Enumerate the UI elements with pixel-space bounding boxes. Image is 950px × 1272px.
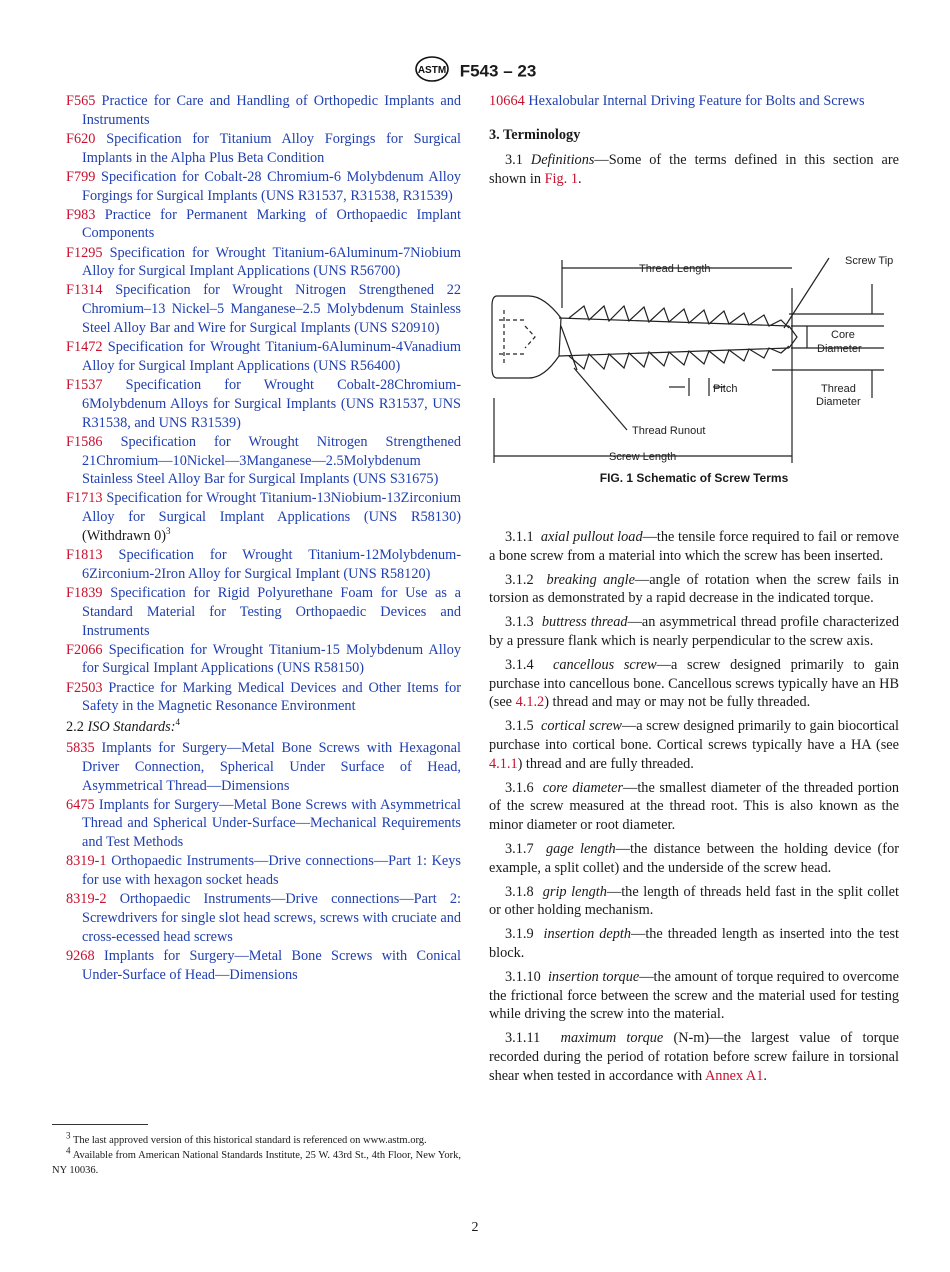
reference-code[interactable]: 10664 <box>489 93 525 109</box>
reference-title[interactable]: Specification for Cobalt-28 Chromium-6 Molybdenum Alloy Forgings for Surgical Implants (UNS R31537, R31538, R31539) <box>82 168 461 204</box>
reference-item[interactable] <box>66 281 461 337</box>
definition-3-1-8 <box>489 883 899 921</box>
definitions-list <box>489 528 899 1091</box>
reference-code[interactable]: F799 <box>66 168 96 185</box>
definition-text: —a screw designed primarily to gain biocortical purchase into cortical bone. Cortical screws typically have a HA (see <box>489 718 899 753</box>
reference-item[interactable] <box>489 92 899 111</box>
definition-text: (N-m)—the largest value of torque recorded during the period of rotation before screw failure in torsional shear when tested in accordance with <box>489 1030 899 1084</box>
reference-item[interactable] <box>66 852 461 890</box>
left-column <box>66 92 461 985</box>
section-link[interactable]: 4.1.2 <box>515 694 545 711</box>
reference-item[interactable] <box>66 796 461 852</box>
reference-code[interactable]: F1537 <box>66 377 103 394</box>
label-screw-tip: Screw Tip <box>845 255 894 267</box>
reference-code[interactable]: F1586 <box>66 433 103 450</box>
reference-item[interactable] <box>66 679 461 717</box>
definition-3-1-2 <box>489 571 899 609</box>
figure-caption: FIG. 1 Schematic of Screw Terms <box>599 471 789 485</box>
definition-text: —a screw designed primarily to gain purchase into cancellous bone. Cancellous screws typically have an HB (see <box>489 656 899 711</box>
reference-item[interactable] <box>66 890 461 946</box>
definition-number: 3.1.11 <box>505 1030 541 1047</box>
definition-term: grip length <box>542 883 607 900</box>
reference-item[interactable] <box>66 947 461 985</box>
reference-title[interactable]: Orthopaedic Instruments—Drive connections—Part 1: Keys for use with hexagon socket heads <box>82 853 461 889</box>
definition-number: 3.1.6 <box>505 779 534 796</box>
definition-number: 3.1.7 <box>505 840 534 857</box>
footnote-divider <box>52 1124 148 1125</box>
label-core-diameter-2: Diameter <box>817 343 862 355</box>
definition-text: —the distance between the holding device (for example, a split collet) and the underside of the screw head. <box>489 840 899 876</box>
definition-number: 3.1.9 <box>505 926 534 943</box>
reference-title[interactable]: Specification for Wrought Titanium-6Aluminum-7Niobium Alloy for Surgical Implant Applications (UNS R56700) <box>82 244 461 280</box>
definition-number: 3.1.3 <box>505 614 534 631</box>
definition-3-1-9 <box>489 925 899 963</box>
definition-3-1-7 <box>489 840 899 878</box>
reference-code[interactable]: 9268 <box>66 947 95 964</box>
reference-code[interactable]: 8319-1 <box>66 853 107 870</box>
definition-text: —the smallest diameter of the threaded portion of the screw measured at the thread root. This is also known as the minor diameter or root diameter. <box>489 779 899 834</box>
reference-title[interactable]: Orthopaedic Instruments—Drive connections—Part 2: Screwdrivers for single slot head screws, screws with cruciate and cross-ecessed head screws <box>82 891 461 945</box>
definition-text: —the tensile force required to fail or remove a bone screw from a material into which the screw has been inserted. <box>489 529 899 564</box>
runout-slant <box>561 326 577 370</box>
definition-text: —the amount of torque required to overcome the frictional force between the screw and the material used for testing while driving the screw into the material. <box>489 968 899 1023</box>
definition-term: maximum torque <box>560 1030 664 1047</box>
label-pitch: Pitch <box>713 383 738 395</box>
footnote-3 <box>52 1130 461 1148</box>
reference-item[interactable] <box>66 433 461 489</box>
thread-runout-leader <box>574 368 627 430</box>
definition-number: 3.1.5 <box>505 718 534 735</box>
footnote-marker: 3 <box>166 526 171 537</box>
reference-item[interactable] <box>66 376 461 432</box>
reference-title[interactable]: Specification for Wrought Cobalt-28Chromium-6Molybdenum Alloys for Surgical Implants (UNS R31537, UNS R31538, and UNS R31539) <box>82 377 461 431</box>
definition-number: 3.1.8 <box>505 883 534 900</box>
referenced-documents-list <box>66 92 461 716</box>
definition-text: —an asymmetrical thread profile characterized by a pressure flank which is nearly perpendicular to the screw axis. <box>489 614 899 649</box>
definition-3-1-6 <box>489 779 899 835</box>
reference-code[interactable]: F2066 <box>66 641 103 658</box>
astm-logo-icon <box>414 56 450 87</box>
right-column <box>489 92 899 193</box>
screw-tip <box>789 326 797 348</box>
reference-code[interactable]: 6475 <box>66 796 95 813</box>
reference-title[interactable]: Specification for Wrought Titanium-13Niobium-13Zirconium Alloy for Surgical Implant Applications (UNS R58130) <box>82 490 462 526</box>
definition-term: cancellous screw <box>553 656 657 673</box>
iso-standards-heading: 2.2 ISO Standards:$^4$ <box>66 717 180 736</box>
label-core-diameter-1: Core <box>831 329 855 341</box>
reference-title[interactable]: Specification for Wrought Titanium-15 Molybdenum Alloy for Surgical Implant Applications (UNS R58150) <box>82 641 461 677</box>
definition-term: cortical screw <box>540 718 622 735</box>
reference-item[interactable] <box>66 244 461 282</box>
definition-3-1-4 <box>489 656 899 712</box>
screw-diagram <box>489 248 899 470</box>
label-thread-length: Thread Length <box>639 263 711 275</box>
annex-link[interactable]: Annex A1 <box>704 1067 764 1084</box>
definition-term: insertion depth <box>543 926 632 943</box>
screw-head <box>492 296 561 378</box>
definition-3-1-3 <box>489 613 899 651</box>
definition-number: 3.1.10 <box>505 968 541 985</box>
reference-item[interactable] <box>66 546 461 584</box>
definition-term: buttress thread <box>541 614 628 631</box>
definition-term: breaking angle <box>546 571 635 588</box>
definition-text: —the length of threads held fast in the split collet or other holding mechanism. <box>489 883 899 919</box>
page-header <box>0 56 950 87</box>
reference-title[interactable]: Specification for Wrought Titanium-12Molybdenum-6Zirconium-2Iron Alloy for Surgical Implant (UNS R58120) <box>82 547 461 582</box>
definition-3-1-10 <box>489 968 899 1024</box>
reference-title[interactable]: Specification for Wrought Titanium-6Aluminum-4Vanadium Alloy for Surgical Implant Applications (UNS R56400) <box>82 339 461 374</box>
definition-text-end: ) thread and are fully threaded. <box>517 755 694 772</box>
definition-text-end: . <box>763 1067 767 1084</box>
definition-3-1-11 <box>489 1029 899 1085</box>
reference-item[interactable] <box>66 168 461 206</box>
definition-number: 3.1.4 <box>505 656 534 673</box>
label-thread-diameter-2: Diameter <box>816 396 861 408</box>
reference-item[interactable] <box>66 641 461 679</box>
reference-code[interactable]: F1839 <box>66 584 103 601</box>
reference-title[interactable]: Implants for Surgery—Metal Bone Screws with Conical Under-Surface of Head—Dimensions <box>82 947 462 983</box>
definition-3-1-1 <box>489 528 899 566</box>
paragraph-3-1: 3.1 Definitions—Some of the terms defined in this section are shown in Fig. 1. <box>489 151 899 187</box>
footnote-4 <box>52 1145 461 1178</box>
label-thread-runout: Thread Runout <box>632 425 706 437</box>
withdrawn-note: (Withdrawn 0) <box>82 528 166 544</box>
reference-code[interactable]: F620 <box>66 130 96 147</box>
definition-term: core diameter <box>542 779 624 796</box>
definition-text: —the threaded length as inserted into the test block. <box>489 926 899 961</box>
reference-title[interactable]: Implants for Surgery—Metal Bone Screws with Hexagonal Driver Connection, Spherical Under Surface of Head, Asymmetrical Thread—Dimensions <box>82 739 461 794</box>
footnote-marker: 4 <box>66 1145 71 1156</box>
reference-code[interactable]: F983 <box>66 206 96 223</box>
reference-code[interactable]: F1314 <box>66 282 103 299</box>
definition-number: 3.1.1 <box>505 529 534 545</box>
reference-title[interactable]: Specification for Rigid Polyurethane Foam for Use as a Standard Material for Testing Orthopaedic Devices and Instruments <box>82 584 461 639</box>
reference-item[interactable] <box>66 130 461 168</box>
reference-code[interactable]: 8319-2 <box>66 891 107 908</box>
footnote-text: Available from American National Standards Institute, 25 W. 43rd St., 4th Floor, New York, NY 10036. <box>52 1150 461 1176</box>
figure-link[interactable]: Fig. 1 <box>544 170 578 187</box>
definition-term: axial pullout load <box>540 529 643 545</box>
page-number: 2 <box>471 1220 479 1235</box>
reference-code[interactable]: F1713 <box>66 490 103 507</box>
label-thread-diameter-1: Thread <box>821 383 856 395</box>
footnotes <box>52 1130 461 1178</box>
reference-item[interactable] <box>66 338 461 376</box>
reference-code[interactable]: F565 <box>66 93 96 109</box>
reference-code[interactable]: F1472 <box>66 339 103 356</box>
reference-title[interactable]: Practice for Care and Handling of Orthopedic Implants and Instruments <box>82 93 462 128</box>
definition-term: gage length <box>545 840 616 857</box>
reference-title[interactable]: Hexalobular Internal Driving Feature for Bolts and Screws <box>528 93 865 109</box>
definition-term: insertion torque <box>547 968 640 985</box>
section-heading-terminology: 3. Terminology <box>489 126 581 143</box>
reference-title[interactable]: Practice for Permanent Marking of Orthopaedic Implant Components <box>82 206 461 242</box>
screw-schematic-figure <box>489 248 899 470</box>
reference-title[interactable]: Specification for Titanium Alloy Forgings for Surgical Implants in the Alpha Plus Beta Condition <box>82 130 461 166</box>
definition-text: —angle of rotation when the screw fails in torsion as demonstrated by a rapid decrease in the indicated torque. <box>489 571 899 607</box>
standard-designation: F543 – 23 <box>459 61 537 81</box>
footnote-text: The last approved version of this historical standard is referenced on www.astm.org. <box>72 1135 427 1146</box>
reference-title[interactable]: Practice for Marking Medical Devices and Other Items for Safety in the Magnetic Resonance Environment <box>82 679 461 715</box>
definition-number: 3.1.2 <box>505 571 534 588</box>
definition-text-end: ) thread and may or may not be fully threaded. <box>544 694 811 711</box>
iso-standards-list <box>66 739 461 985</box>
reference-item[interactable] <box>66 92 461 130</box>
reference-item[interactable] <box>66 206 461 244</box>
footnote-marker: 3 <box>66 1130 71 1141</box>
reference-item[interactable] <box>66 584 461 640</box>
reference-code[interactable]: 5835 <box>66 739 95 756</box>
reference-title[interactable]: Specification for Wrought Nitrogen Strengthened 21Chromium—10Nickel—3Manganese—2.5Molybdenum Stainless Steel Alloy Bar for Surgical Implants (UNS S31675) <box>82 433 461 488</box>
definition-3-1-5 <box>489 717 899 773</box>
reference-code[interactable]: F1295 <box>66 244 103 261</box>
reference-title[interactable]: Specification for Wrought Nitrogen Strengthened 22 Chromium–13 Nickel–5 Manganese–2.5 Molybdenum Stainless Steel Alloy Bar and Wire for Surgical Implants (UNS S20910) <box>82 282 462 337</box>
svg-text:ASTM: ASTM <box>417 65 446 76</box>
reference-code[interactable]: F2503 <box>66 679 103 696</box>
reference-item[interactable] <box>66 489 461 545</box>
reference-title[interactable]: Implants for Surgery—Metal Bone Screws with Asymmetrical Thread and Spherical Under-Surface—Mechanical Requirements and Test Methods <box>82 796 461 851</box>
label-screw-length: Screw Length <box>609 451 677 463</box>
reference-item[interactable] <box>66 739 461 795</box>
section-link[interactable]: 4.1.1 <box>489 755 518 772</box>
reference-code[interactable]: F1813 <box>66 547 103 564</box>
